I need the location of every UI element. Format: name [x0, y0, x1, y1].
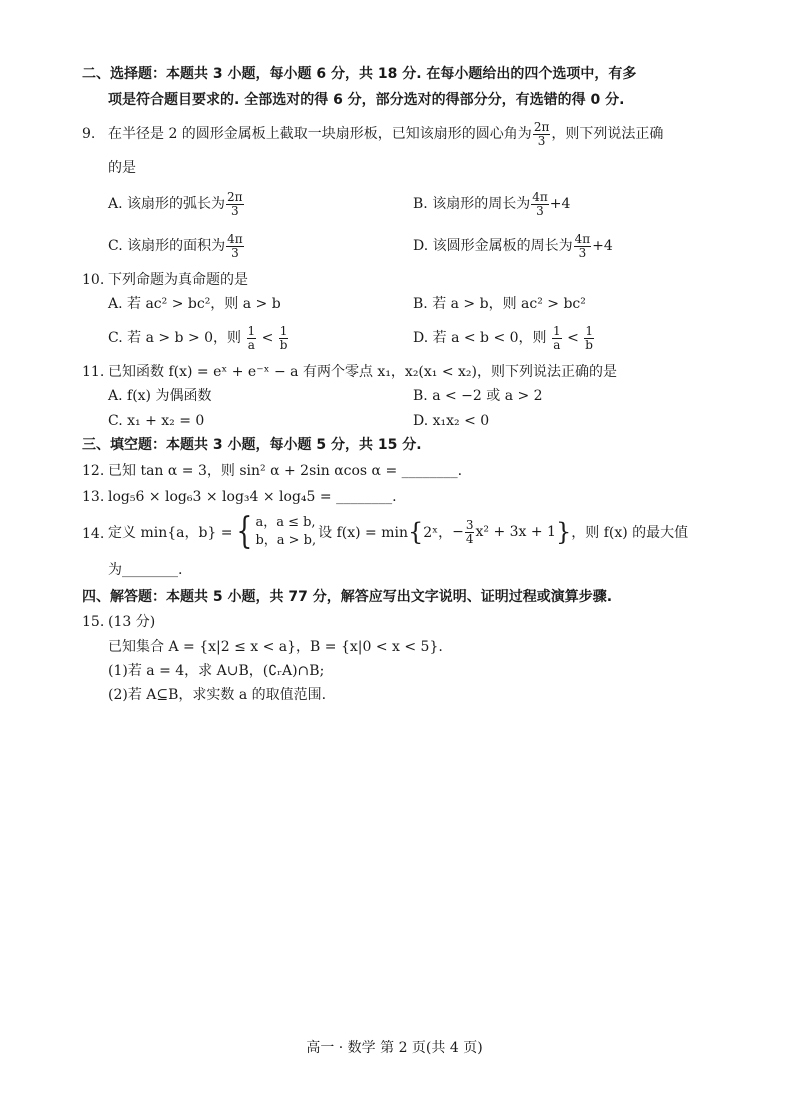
section-3-title: 三、填空题：本题共 3 小题，每小题 5 分，共 15 分. [82, 437, 422, 453]
q9-angle-frac [533, 121, 551, 148]
q10-option-c-lt: < [261, 330, 274, 346]
q10-number: 10. [82, 272, 105, 288]
q14-term-2: x² + 3x + 1 [475, 524, 556, 540]
page-footer: 高一 · 数学 第 2 页(共 4 页) [306, 1040, 483, 1056]
q11-stem: 已知函数 f(x) = eˣ + e⁻ˣ − a 有两个零点 x₁，x₂(x₁ < x₂)，则下列说法正确的是 [108, 364, 618, 380]
q9-option-d-num: 4π [574, 231, 591, 246]
q14-minus: − [452, 524, 464, 540]
q9-option-b-den: 3 [536, 203, 544, 218]
q9-option-c [108, 230, 245, 262]
q10-c-frac-a-num: 1 [247, 323, 256, 338]
q9-stem-b: ，则下列说法正确 [551, 126, 664, 142]
q12-number: 12. [82, 463, 105, 479]
q14-cases [255, 514, 316, 550]
q13-stem: log₅6 × log₆3 × log₃4 × log₄5 = ________. [108, 489, 397, 505]
q15-score: (13 分) [108, 614, 156, 630]
q14-stem [108, 510, 688, 554]
q14-cont: 为________. [108, 562, 183, 578]
q10-d-frac-a-den: a [553, 337, 561, 352]
q14-term-1: 2ˣ， [423, 525, 453, 541]
q9-number: 9. [82, 126, 96, 142]
q9-option-a-frac [226, 191, 244, 218]
q11-number: 11. [82, 364, 105, 380]
q9-option-a-text: A. 该扇形的弧长为 [108, 196, 226, 212]
q10-c-frac-b-num: 1 [279, 323, 288, 338]
q10-option-d-frac-a [552, 325, 562, 352]
q9-option-c-frac [226, 233, 244, 260]
q14-case-1: a，a ≤ b, [255, 515, 316, 530]
q10-d-frac-b-num: 1 [585, 323, 593, 338]
q10-option-d-text: D. 若 a < b < 0，则 [413, 330, 547, 346]
q9-stem [108, 118, 663, 150]
q14-frac-den: 4 [465, 531, 474, 546]
q14-frac-num: 3 [465, 517, 474, 532]
q15-number: 15. [82, 614, 105, 630]
q9-option-b-num: 4π [532, 189, 548, 204]
q14-min-def: 定义 min{a，b} = [108, 525, 233, 541]
q14-frac [465, 519, 475, 546]
q11-option-a: A. f(x) 为偶函数 [108, 388, 212, 404]
q11-option-d: D. x₁x₂ < 0 [413, 413, 490, 429]
q9-option-d-text: D. 该圆形金属板的周长为 [413, 238, 573, 254]
q10-c-frac-a-den: a [247, 337, 255, 352]
q14-left-brace: { [235, 511, 253, 552]
q9-option-b-text: B. 该扇形的周长为 [413, 196, 531, 212]
q9-option-b-frac [531, 191, 549, 218]
q10-option-b: B. 若 a > b，则 ac² > bc² [413, 296, 586, 312]
q10-option-d-frac-b [584, 325, 594, 352]
q14-mid: 设 f(x) = min [318, 525, 408, 541]
q9-angle-den: 3 [537, 133, 546, 148]
q11-option-b: B. a < −2 或 a > 2 [413, 388, 543, 404]
q10-d-frac-b-den: b [585, 337, 593, 352]
section-2-title-cont: 项是符合题目要求的. 全部选对的得 6 分，部分选对的得部分分，有选错的得 0 分. [108, 92, 625, 108]
q14-close-brace: } [555, 518, 572, 546]
q9-option-d [413, 230, 613, 262]
q10-option-c-text: C. 若 a > b > 0，则 [108, 330, 242, 346]
q9-option-b [413, 188, 570, 220]
q14-post: ，则 f(x) 的最大值 [571, 525, 689, 541]
q10-option-d [413, 322, 595, 354]
q12-stem: 已知 tan α = 3，则 sin² α + 2sin αcos α = ________. [108, 463, 463, 479]
q9-stem-a: 在半径是 2 的圆形金属板上截取一块扇形板，已知该扇形的圆心角为 [108, 126, 532, 142]
q10-stem: 下列命题为真命题的是 [108, 272, 248, 288]
q9-option-d-post: +4 [592, 238, 613, 254]
q15-line-3: (2)若 A⊆B，求实数 a 的取值范围. [108, 687, 327, 703]
q15-line-2: (1)若 a = 4，求 A∪B，(∁ᵣA)∩B; [108, 663, 325, 679]
q9-option-d-den: 3 [578, 245, 587, 260]
q14-case-2: b，a > b, [255, 533, 317, 548]
section-4-title: 四、解答题：本题共 5 小题，共 77 分，解答应写出文字说明、证明过程或演算步骤. [82, 589, 613, 605]
q9-angle-num: 2π [533, 119, 550, 134]
section-2-title: 二、选择题：本题共 3 小题，每小题 6 分，共 18 分. 在每小题给出的四个选项中，有多 [82, 66, 637, 82]
q14-open-brace: { [407, 518, 424, 546]
q11-option-c: C. x₁ + x₂ = 0 [108, 413, 205, 429]
q9-option-d-frac [574, 233, 592, 260]
q9-option-c-num: 4π [227, 231, 243, 246]
q10-option-c-frac-a [247, 325, 257, 352]
q10-option-a: A. 若 ac² > bc²，则 a > b [108, 296, 281, 312]
q13-number: 13. [82, 489, 105, 505]
q10-d-frac-a-num: 1 [553, 323, 561, 338]
q9-option-a-den: 3 [230, 203, 239, 218]
q10-option-c [108, 322, 289, 354]
q10-c-frac-b-den: b [279, 337, 288, 352]
q9-option-a [108, 188, 245, 220]
q9-option-a-num: 2π [227, 189, 243, 204]
q9-option-b-post: +4 [549, 196, 571, 212]
q14-number: 14. [82, 526, 105, 542]
q10-option-c-frac-b [279, 325, 289, 352]
q9-option-c-den: 3 [231, 245, 239, 260]
q9-option-c-text: C. 该扇形的面积为 [108, 238, 226, 254]
q10-option-d-lt: < [567, 330, 579, 346]
q15-line-1: 已知集合 A = {x|2 ≤ x < a}，B = {x|0 < x < 5}. [108, 639, 443, 655]
q9-stem-c: 的是 [108, 160, 136, 176]
